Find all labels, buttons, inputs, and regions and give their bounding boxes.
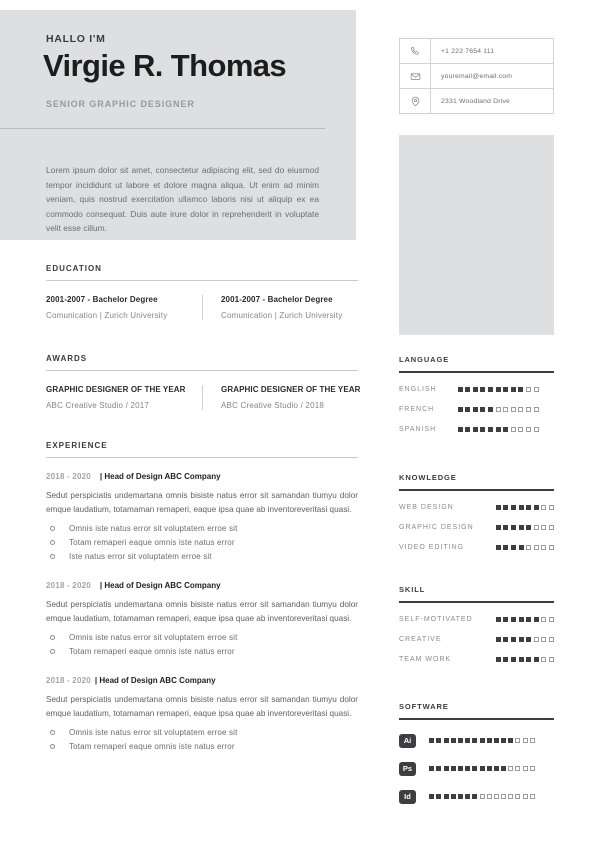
rating-square — [526, 427, 531, 432]
rating-square — [511, 637, 516, 642]
software-row — [399, 790, 554, 804]
rating-square — [503, 427, 508, 432]
rating-square — [530, 738, 535, 743]
rating-square — [496, 545, 501, 550]
rating-label: SELF-MOTIVATED — [399, 615, 473, 623]
rating-square — [508, 766, 513, 771]
rating-square — [496, 505, 501, 510]
rating-label: GRAPHIC DESIGN — [399, 523, 474, 531]
bullet-circle-icon — [50, 649, 55, 654]
adobe-illustrator-icon: Ai — [399, 734, 416, 748]
rating-square — [530, 794, 535, 799]
list-item — [46, 524, 358, 533]
adobe-photoshop-icon: Ps — [399, 762, 416, 776]
bullet-circle-icon — [50, 554, 55, 559]
rating-squares — [455, 407, 539, 412]
education-degree: 2001-2007 - Bachelor Degree — [46, 295, 158, 304]
rating-square — [503, 505, 508, 510]
job-title: SENIOR GRAPHIC DESIGNER — [46, 99, 195, 109]
adobe-indesign-icon: Id — [399, 790, 416, 804]
education-degree: 2001-2007 - Bachelor Degree — [221, 295, 333, 304]
greeting-text: HALLO I'M — [46, 33, 106, 45]
software-divider — [399, 718, 554, 720]
rating-square — [494, 794, 499, 799]
bullet-text: Iste natus error sit voluptatem erroe sit — [69, 552, 212, 561]
software-row — [399, 762, 554, 776]
rating-square — [526, 637, 531, 642]
list-item — [46, 647, 358, 656]
rating-squares — [455, 387, 539, 392]
rating-square — [511, 427, 516, 432]
experience-entry — [46, 581, 358, 656]
rating-label: FRENCH — [399, 405, 435, 413]
rating-square — [519, 525, 524, 530]
rating-square — [480, 407, 485, 412]
rating-square — [541, 657, 546, 662]
rating-row — [399, 636, 554, 643]
bullet-text: Totam remaperi eaque omnis iste natus error — [69, 538, 235, 547]
rating-square — [465, 794, 470, 799]
award-detail: ABC Creative Studio / 2017 — [46, 401, 150, 410]
rating-square — [488, 407, 493, 412]
rating-squares — [493, 617, 554, 622]
rating-square — [515, 794, 520, 799]
rating-square — [480, 766, 485, 771]
experience-date: 2018 - 2020 — [46, 676, 91, 685]
rating-square — [519, 657, 524, 662]
award-name: GRAPHIC DESIGNER OF THE YEAR — [46, 385, 186, 394]
phone-value: +1 222 7654 111 — [441, 47, 495, 55]
rating-square — [444, 766, 449, 771]
rating-square — [472, 738, 477, 743]
rating-row — [399, 426, 554, 433]
language-heading: LANGUAGE — [399, 355, 450, 364]
rating-square — [444, 794, 449, 799]
rating-square — [465, 387, 470, 392]
rating-square — [494, 738, 499, 743]
rating-square — [515, 738, 520, 743]
rating-square — [526, 387, 531, 392]
page-title: Virgie R. Thomas — [43, 48, 287, 83]
contact-row-phone[interactable] — [400, 39, 553, 64]
experience-entry — [46, 472, 358, 561]
rating-square — [436, 766, 441, 771]
rating-square — [458, 407, 463, 412]
rating-square — [501, 738, 506, 743]
rating-square — [496, 617, 501, 622]
experience-date: 2018 - 2020 — [46, 472, 91, 481]
rating-square — [526, 407, 531, 412]
experience-bullets — [46, 728, 358, 751]
rating-squares — [493, 545, 554, 550]
contact-row-email[interactable] — [400, 64, 553, 89]
rating-square — [518, 407, 523, 412]
rating-squares — [427, 794, 535, 799]
skill-ratings — [399, 616, 554, 663]
rating-label: ENGLISH — [399, 385, 437, 393]
rating-label: VIDEO EDITING — [399, 543, 465, 551]
rating-square — [534, 505, 539, 510]
bullet-circle-icon — [50, 540, 55, 545]
software-section — [399, 702, 554, 804]
experience-divider — [46, 457, 358, 458]
experience-role: | Head of Design ABC Company — [94, 676, 216, 685]
phone-icon — [400, 39, 431, 63]
software-heading: SOFTWARE — [399, 702, 449, 711]
rating-square — [501, 766, 506, 771]
rating-square — [465, 427, 470, 432]
rating-square — [511, 387, 516, 392]
rating-row — [399, 616, 554, 623]
list-item — [46, 633, 358, 642]
rating-square — [487, 738, 492, 743]
experience-entry — [46, 676, 358, 751]
rating-row — [399, 544, 554, 551]
experience-date: 2018 - 2020 — [46, 581, 91, 590]
email-value: youremail@email.com — [441, 72, 513, 80]
rating-square — [519, 637, 524, 642]
rating-squares — [493, 505, 554, 510]
rating-label: CREATIVE — [399, 635, 442, 643]
education-entry — [202, 295, 358, 320]
rating-square — [503, 525, 508, 530]
contact-row-address[interactable] — [400, 89, 553, 114]
rating-squares — [427, 738, 535, 743]
rating-square — [549, 505, 554, 510]
rating-row — [399, 406, 554, 413]
experience-header — [46, 676, 358, 685]
rating-square — [511, 657, 516, 662]
bullet-text: Omnis iste natus error sit voluptatem erroe sit — [69, 524, 238, 533]
rating-square — [429, 794, 434, 799]
award-name: GRAPHIC DESIGNER OF THE YEAR — [221, 385, 361, 394]
rating-square — [458, 794, 463, 799]
experience-section — [46, 441, 358, 751]
rating-square — [480, 794, 485, 799]
awards-section — [46, 354, 361, 410]
bullet-text: Totam remaperi eaque omnis iste natus error — [69, 647, 235, 656]
rating-row — [399, 524, 554, 531]
rating-squares — [493, 525, 554, 530]
rating-square — [523, 738, 528, 743]
rating-square — [480, 427, 485, 432]
rating-square — [444, 738, 449, 743]
bullet-circle-icon — [50, 730, 55, 735]
list-item — [46, 538, 358, 547]
rating-square — [465, 766, 470, 771]
rating-label: SPANISH — [399, 425, 437, 433]
awards-entries — [46, 385, 361, 410]
rating-square — [496, 637, 501, 642]
rating-square — [458, 738, 463, 743]
rating-square — [458, 766, 463, 771]
rating-row — [399, 656, 554, 663]
rating-square — [541, 545, 546, 550]
bullet-text: Omnis iste natus error sit voluptatem erroe sit — [69, 728, 238, 737]
rating-square — [511, 545, 516, 550]
header-divider — [0, 128, 325, 129]
rating-square — [465, 407, 470, 412]
education-heading: EDUCATION — [46, 264, 102, 273]
rating-square — [519, 545, 524, 550]
experience-role: | Head of Design ABC Company — [99, 581, 221, 590]
rating-square — [458, 427, 463, 432]
rating-square — [503, 407, 508, 412]
rating-square — [518, 427, 523, 432]
rating-square — [526, 525, 531, 530]
rating-square — [526, 617, 531, 622]
profile-summary: Lorem ipsum dolor sit amet, consectetur adipiscing elit, sed do eiusmod tempor incididunt ut labore et dolore magna aliqua. Ut enim ad minim veniam, quis nostrud exercitation ullamco laboris nisi ut aliquip ex ea commodo consequat. Duis aute irure dolor in reprehenderit in voluptate velit esse cillum. — [46, 165, 319, 234]
skill-heading: SKILL — [399, 585, 426, 594]
rating-square — [534, 525, 539, 530]
rating-square — [480, 387, 485, 392]
rating-row — [399, 504, 554, 511]
contact-table — [399, 38, 554, 114]
award-entry — [46, 385, 202, 410]
rating-square — [534, 637, 539, 642]
award-entry — [202, 385, 361, 410]
education-divider — [46, 280, 358, 281]
rating-square — [523, 794, 528, 799]
rating-square — [429, 766, 434, 771]
rating-square — [503, 617, 508, 622]
experience-description: Sedut perspiciatis undemartana omnis bisiste natus error sit samandan tiumyu dolor emque laudatium, totamaman remaperi, eaque ipsa quae ab inventoreveritasi quasi. — [46, 695, 358, 718]
rating-square — [458, 387, 463, 392]
award-detail: ABC Creative Studio / 2018 — [221, 401, 325, 410]
rating-square — [534, 387, 539, 392]
rating-square — [526, 505, 531, 510]
language-divider — [399, 371, 554, 373]
rating-square — [534, 545, 539, 550]
rating-square — [480, 738, 485, 743]
rating-square — [496, 387, 501, 392]
rating-square — [534, 427, 539, 432]
language-section — [399, 355, 554, 433]
rating-label: WEB DESIGN — [399, 503, 454, 511]
rating-square — [534, 617, 539, 622]
rating-square — [541, 617, 546, 622]
knowledge-ratings — [399, 504, 554, 551]
education-entry — [46, 295, 202, 320]
education-school: Comunication | Zurich University — [221, 311, 343, 320]
rating-square — [488, 427, 493, 432]
software-row — [399, 734, 554, 748]
rating-squares — [455, 427, 539, 432]
rating-square — [436, 738, 441, 743]
software-ratings — [399, 734, 554, 804]
bullet-text: Totam remaperi eaque omnis iste natus error — [69, 742, 235, 751]
experience-heading: EXPERIENCE — [46, 441, 108, 450]
rating-square — [541, 505, 546, 510]
rating-square — [508, 794, 513, 799]
rating-square — [451, 738, 456, 743]
rating-square — [549, 525, 554, 530]
rating-square — [496, 407, 501, 412]
rating-square — [549, 637, 554, 642]
rating-square — [519, 505, 524, 510]
experience-header — [46, 472, 358, 481]
rating-square — [436, 794, 441, 799]
rating-square — [473, 407, 478, 412]
language-ratings — [399, 386, 554, 433]
list-item — [46, 742, 358, 751]
rating-square — [526, 545, 531, 550]
bullet-circle-icon — [50, 635, 55, 640]
rating-square — [429, 738, 434, 743]
experience-description: Sedut perspiciatis undemartana omnis bisiste natus error sit samandan tiumyu dolor emque laudatium, totamaman remaperi, eaque ipsa quae ab inventoreveritasi quasi. — [46, 491, 358, 514]
rating-square — [526, 657, 531, 662]
rating-square — [496, 525, 501, 530]
bullet-circle-icon — [50, 744, 55, 749]
rating-square — [472, 766, 477, 771]
skill-section — [399, 585, 554, 663]
rating-square — [549, 545, 554, 550]
rating-square — [534, 407, 539, 412]
list-item — [46, 552, 358, 561]
rating-square — [473, 427, 478, 432]
rating-square — [518, 387, 523, 392]
rating-square — [503, 545, 508, 550]
rating-square — [473, 387, 478, 392]
rating-square — [501, 794, 506, 799]
rating-label: TEAM WORK — [399, 655, 452, 663]
rating-square — [511, 407, 516, 412]
experience-role: | Head of Design ABC Company — [99, 472, 221, 481]
rating-square — [523, 766, 528, 771]
envelope-icon — [400, 64, 431, 88]
rating-squares — [427, 766, 535, 771]
rating-square — [519, 617, 524, 622]
rating-square — [503, 637, 508, 642]
rating-square — [511, 505, 516, 510]
rating-square — [530, 766, 535, 771]
experience-bullets — [46, 524, 358, 561]
experience-bullets — [46, 633, 358, 656]
knowledge-section — [399, 473, 554, 551]
rating-square — [488, 387, 493, 392]
address-value: 2331 Woodland Drive — [441, 97, 511, 105]
rating-square — [487, 794, 492, 799]
awards-heading: AWARDS — [46, 354, 88, 363]
rating-square — [487, 766, 492, 771]
knowledge-heading: KNOWLEDGE — [399, 473, 457, 482]
rating-square — [515, 766, 520, 771]
rating-square — [496, 657, 501, 662]
rating-square — [549, 657, 554, 662]
bullet-circle-icon — [50, 526, 55, 531]
rating-square — [511, 525, 516, 530]
rating-square — [534, 657, 539, 662]
education-entries — [46, 295, 358, 320]
rating-square — [451, 794, 456, 799]
rating-square — [508, 738, 513, 743]
rating-square — [465, 738, 470, 743]
location-pin-icon — [400, 89, 431, 113]
rating-squares — [493, 657, 554, 662]
experience-header — [46, 581, 358, 590]
rating-square — [541, 637, 546, 642]
rating-square — [503, 387, 508, 392]
education-school: Comunication | Zurich University — [46, 311, 168, 320]
profile-photo-placeholder — [399, 135, 554, 335]
experience-description: Sedut perspiciatis undemartana omnis bisiste natus error sit samandan tiumyu dolor emque laudatium, totamaman remaperi, eaque ipsa quae ab inventoreveritasi quasi. — [46, 600, 358, 623]
list-item — [46, 728, 358, 737]
knowledge-divider — [399, 489, 554, 491]
rating-squares — [493, 637, 554, 642]
rating-square — [494, 766, 499, 771]
rating-square — [503, 657, 508, 662]
rating-row — [399, 386, 554, 393]
education-section — [46, 264, 358, 320]
rating-square — [541, 525, 546, 530]
awards-divider — [46, 370, 358, 371]
rating-square — [451, 766, 456, 771]
skill-divider — [399, 601, 554, 603]
rating-square — [549, 617, 554, 622]
rating-square — [496, 427, 501, 432]
bullet-text: Omnis iste natus error sit voluptatem erroe sit — [69, 633, 238, 642]
rating-square — [472, 794, 477, 799]
rating-square — [511, 617, 516, 622]
